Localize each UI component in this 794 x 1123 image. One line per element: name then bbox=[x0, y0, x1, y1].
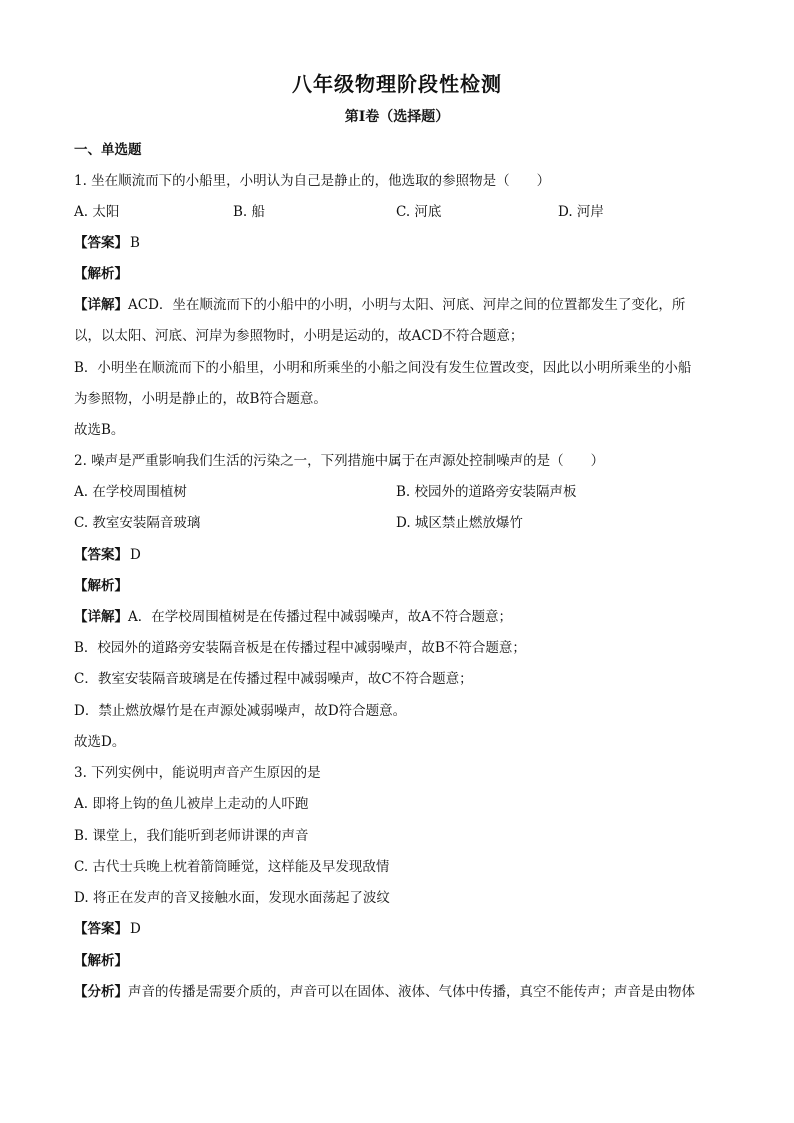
question-2-option-b: B. 校园外的道路旁安装隔声板 bbox=[396, 484, 577, 500]
question-3-option-d: D. 将正在发声的音叉接触水面，发现水面荡起了波纹 bbox=[74, 890, 390, 906]
question-1-explanation-line: 以，以太阳、河底、河岸为参照物时，小明是运动的，故ACD不符合题意； bbox=[74, 328, 524, 344]
page-title: 八年级物理阶段性检测 bbox=[292, 72, 502, 96]
question-2-explanation-line: B．校园外的道路旁安装隔音板是在传播过程中减弱噪声，故B不符合题意； bbox=[74, 640, 526, 656]
question-1-analysis-label: 【解析】 bbox=[74, 266, 128, 282]
answer-value: B bbox=[130, 235, 140, 251]
question-1-option-b: B. 船 bbox=[233, 204, 266, 220]
question-3-stem: 3. 下列实例中，能说明声音产生原因的是 bbox=[74, 765, 321, 781]
question-2-stem: 2. 噪声是严重影响我们生活的污染之一，下列措施中属于在声源处控制噪声的是（ ） bbox=[74, 453, 605, 469]
answer-label: 【答案】 bbox=[74, 235, 128, 251]
question-3-option-c: C. 古代士兵晚上枕着箭筒睡觉，这样能及早发现敌情 bbox=[74, 859, 390, 875]
question-2-explanation-line bbox=[74, 607, 512, 627]
explanation-text: ACD．坐在顺流而下的小船中的小明，小明与太阳、河底、河岸之间的位置都发生了变化，所 bbox=[128, 297, 686, 313]
question-1-option-d: D. 河岸 bbox=[558, 204, 604, 220]
explanation-text: 声音的传播是需要介质的，声音可以在固体、液体、气体中传播，真空不能传声；声音是由物体 bbox=[128, 984, 695, 1000]
question-2-option-c: C. 教室安装隔音玻璃 bbox=[74, 515, 201, 531]
question-1-conclusion: 故选B。 bbox=[74, 422, 125, 438]
question-2-option-d: D. 城区禁止燃放爆竹 bbox=[396, 515, 523, 531]
answer-value: D bbox=[130, 547, 141, 563]
answer-label: 【答案】 bbox=[74, 921, 128, 937]
answer-value: D bbox=[130, 921, 141, 937]
question-2-explanation-line: C．教室安装隔音玻璃是在传播过程中减弱噪声，故C不符合题意； bbox=[74, 671, 473, 687]
question-2-analysis-label: 【解析】 bbox=[74, 578, 128, 594]
question-1-option-c: C. 河底 bbox=[396, 204, 442, 220]
detail-label: 【分析】 bbox=[74, 984, 128, 1000]
explanation-text: A．在学校周围植树是在传播过程中减弱噪声，故A不符合题意； bbox=[128, 609, 512, 625]
question-3-option-a: A. 即将上钩的鱼儿被岸上走动的人吓跑 bbox=[74, 796, 309, 812]
page-subtitle: 第I卷（选择题） bbox=[344, 109, 450, 125]
question-1-explanation-line bbox=[74, 295, 685, 315]
question-2-option-a: A. 在学校周围植树 bbox=[74, 484, 187, 500]
question-3-analysis-label: 【解析】 bbox=[74, 953, 128, 969]
question-1-answer bbox=[74, 233, 140, 253]
question-1-stem: 1. 坐在顺流而下的小船里，小明认为自己是静止的，他选取的参照物是（ ） bbox=[74, 173, 551, 189]
section-heading: 一、单选题 bbox=[74, 142, 142, 158]
question-1-explanation-line: B．小明坐在顺流而下的小船里，小明和所乘坐的小船之间没有发生位置改变，因此以小明所乘坐的小船 bbox=[74, 360, 692, 376]
question-2-answer bbox=[74, 545, 141, 565]
answer-label: 【答案】 bbox=[74, 547, 128, 563]
question-2-conclusion: 故选D。 bbox=[74, 734, 126, 750]
question-3-option-b: B. 课堂上，我们能听到老师讲课的声音 bbox=[74, 828, 309, 844]
question-2-explanation-line: D．禁止燃放爆竹是在声源处减弱噪声，故D符合题意。 bbox=[74, 703, 407, 719]
question-3-explanation-line bbox=[74, 982, 695, 1002]
question-3-answer bbox=[74, 919, 141, 939]
detail-label: 【详解】 bbox=[74, 609, 128, 625]
detail-label: 【详解】 bbox=[74, 297, 128, 313]
question-1-explanation-line: 为参照物，小明是静止的，故B符合题意。 bbox=[74, 391, 327, 407]
question-1-option-a: A. 太阳 bbox=[74, 204, 120, 220]
